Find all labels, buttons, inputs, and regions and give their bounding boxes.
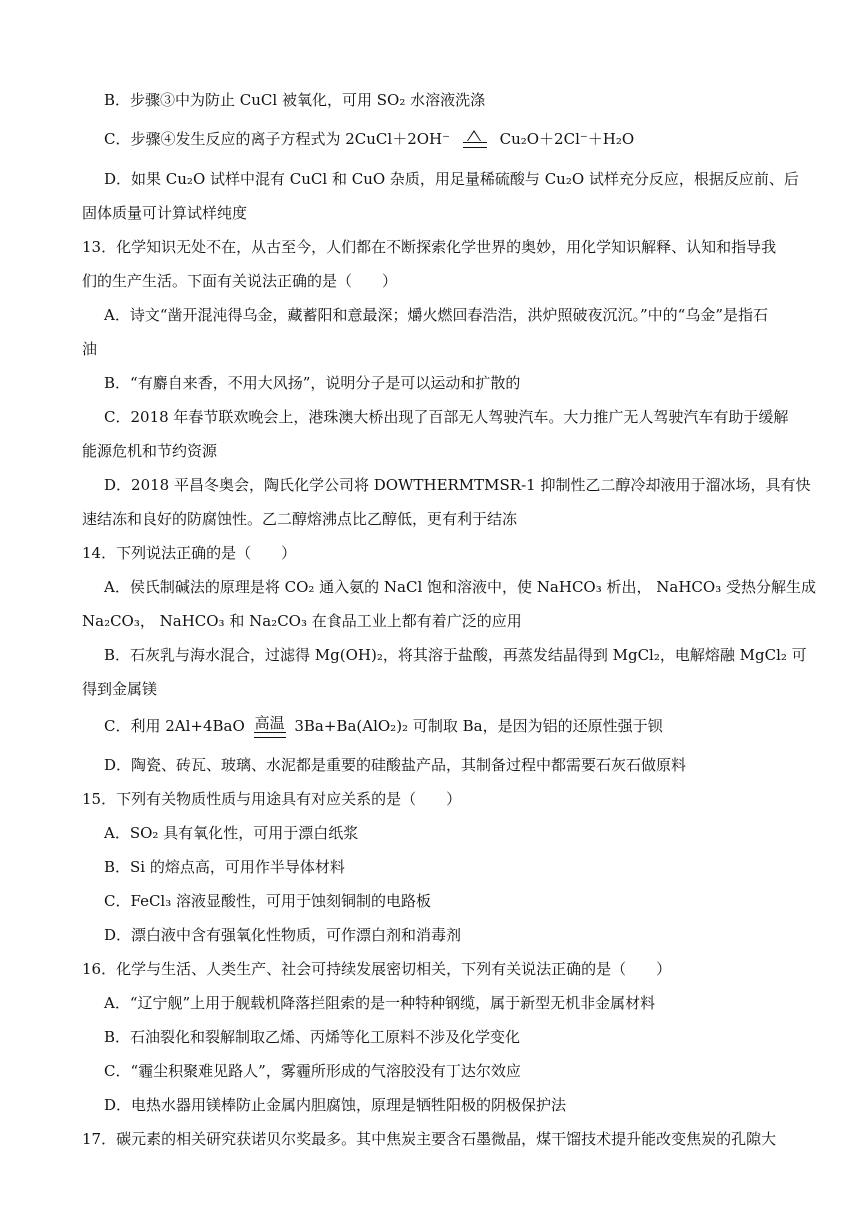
- equation-line: [104, 716, 663, 737]
- question-17-stem: 17．碳元素的相关研究获诺贝尔奖最多。其中焦炭主要含石墨微晶，煤干馏技术提升能改变焦炭的孔隙大: [82, 1130, 777, 1148]
- text-line: 能源危机和节约资源: [82, 442, 218, 460]
- text-line: B．步骤③中为防止 CuCl 被氧化，可用 SO₂ 水溶液洗涤: [104, 91, 486, 109]
- heat-condition-symbol: [455, 130, 495, 150]
- text-line: C．2018 年春节联欢晚会上，港珠澳大桥出现了百部无人驾驶汽车。大力推广无人驾驶汽车有助于缓解: [104, 408, 789, 426]
- equation-line: [104, 129, 634, 150]
- equation-left: C．利用 2Al+4BaO: [104, 717, 245, 735]
- text-line: A．诗文“凿开混沌得乌金，藏蓄阳和意最深；爝火燃回春浩浩，洪炉照破夜沉沉。”中的“乌金”是指石: [104, 306, 769, 324]
- text-line: A．SO₂ 具有氧化性，可用于漂白纸浆: [104, 824, 359, 842]
- text-line: 得到金属镁: [82, 680, 158, 698]
- question-14-stem: 14．下列说法正确的是（ ）: [82, 544, 297, 562]
- text-line: B．石油裂化和裂解制取乙烯、丙烯等化工原料不涉及化学变化: [104, 1028, 521, 1046]
- text-line: 固体质量可计算试样纯度: [82, 204, 248, 222]
- question-13-stem: 13．化学知识无处不在，从古至今，人们都在不断探索化学世界的奥妙，用化学知识解释、认知和指导我: [82, 238, 777, 256]
- text-line: 油: [82, 340, 98, 358]
- text-line: A．侯氏制碱法的原理是将 CO₂ 通入氨的 NaCl 饱和溶液中，使 NaHCO₃ 析出， NaHCO₃ 受热分解生成: [104, 578, 816, 596]
- question-16-stem: 16．化学与生活、人类生产、社会可持续发展密切相关，下列有关说法正确的是（ ）: [82, 960, 672, 978]
- text-line: Na₂CO₃， NaHCO₃ 和 Na₂CO₃ 在食品工业上都有着广泛的应用: [82, 612, 522, 630]
- text-line: A．“辽宁舰”上用于舰载机降落拦阻索的是一种特种钢缆，属于新型无机非金属材料: [104, 994, 656, 1012]
- text-line: B．Si 的熔点高，可用作半导体材料: [104, 858, 345, 876]
- text-line: D．陶瓷、砖瓦、玻璃、水泥都是重要的硅酸盐产品，其制备过程中都需要石灰石做原料: [104, 756, 687, 774]
- question-15-stem: 15．下列有关物质性质与用途具有对应关系的是（ ）: [82, 790, 462, 808]
- text-line: B．“有麝自来香，不用大风扬”，说明分子是可以运动和扩散的: [104, 374, 521, 392]
- text-line: 们的生产生活。下面有关说法正确的是（ ）: [82, 272, 398, 290]
- text-line: D．2018 平昌冬奥会，陶氏化学公司将 DOWTHERMTMSR-1 抑制性乙二醇冷却液用于溜冰场，具有快: [104, 476, 811, 494]
- equation-right: 3Ba+Ba(AlO₂)₂ 可制取 Ba，是因为铝的还原性强于钡: [294, 717, 663, 735]
- high-temperature-condition: 高温: [250, 717, 290, 737]
- equation-right: Cu₂O＋2Cl⁻＋H₂O: [499, 130, 635, 148]
- text-line: D．漂白液中含有强氧化性物质，可作漂白剂和消毒剂: [104, 926, 462, 944]
- text-line: B．石灰乳与海水混合，过滤得 Mg(OH)₂，将其溶于盐酸，再蒸发结晶得到 MgCl₂，电解熔融 MgCl₂ 可: [104, 646, 807, 664]
- text-line: C．FeCl₃ 溶液显酸性，可用于蚀刻铜制的电路板: [104, 892, 431, 910]
- text-line: D．如果 Cu₂O 试样中混有 CuCl 和 CuO 杂质，用足量稀硫酸与 Cu₂O 试样充分反应，根据反应前、后: [104, 170, 799, 188]
- text-line: C．“霾尘积聚难见路人”，雾霾所形成的气溶胶没有丁达尔效应: [104, 1062, 521, 1080]
- text-line: D．电热水器用镁棒防止金属内胆腐蚀，原理是牺牲阳极的阴极保护法: [104, 1096, 567, 1114]
- text-line: 速结冻和良好的防腐蚀性。乙二醇熔沸点比乙醇低，更有利于结冻: [82, 510, 518, 528]
- equation-left: C．步骤④发生反应的离子方程式为 2CuCl＋2OH⁻: [104, 130, 451, 148]
